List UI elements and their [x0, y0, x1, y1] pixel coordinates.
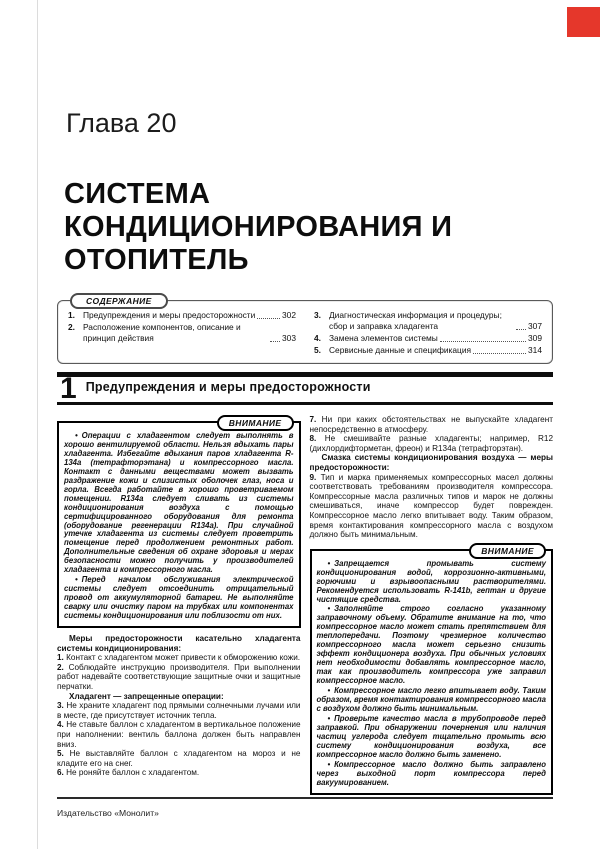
- right-column: [310, 415, 554, 797]
- warning-box: [310, 545, 554, 795]
- body-columns: [57, 415, 553, 797]
- warning-box: [57, 418, 301, 628]
- lubrication-subheading: Смазка системы кондиционирования воздуха — меры предосторожности:: [309, 453, 553, 472]
- toc-item-number: 3.: [314, 310, 321, 320]
- toc-leader-dots: [270, 341, 280, 342]
- section-header: [57, 372, 553, 405]
- precautions-heading: Меры предосторожности касательно хладагента системы кондиционирования:: [57, 634, 301, 653]
- warning-paragraph: • Компрессорное масло должно быть заправлено через выходной порт компрессора перед вакуумированием.: [317, 761, 547, 788]
- toc-item: [68, 310, 296, 321]
- toc-item: [314, 310, 542, 332]
- toc-column-right: [314, 310, 542, 357]
- list-item: 4. Не ставьте баллон с хладагентом в вертикальное положение при наполнении: вентиль баллона должен быть направлен вниз.: [57, 720, 301, 749]
- list-item-number: 3.: [57, 701, 64, 711]
- list-item: 9. Тип и марка применяемых компрессорных масел должны соответствовать требованиям производителя компрессора. Компрессорные масла различных типов и марок не должны смешиваться, иначе компрессор будет поврежден. Компрессорное масло легко впитывает воду. Таким образом, время контактирования компрессорного масла с воздухом должно быть минимальным.: [309, 472, 553, 540]
- warning-paragraph: • Перед началом обслуживания электрической системы следует отсоединить отрицательный провод от аккумуляторной батареи. Не выполняйте сварку или очистку паром на трубках или компонентах системы кондиционирования или поблизости от них.: [64, 576, 294, 621]
- toc-item-page: 314: [528, 345, 542, 356]
- list-item: 5. Не выставляйте баллон с хладагентом на мороз и не кладите его на снег.: [57, 749, 301, 768]
- list-item-number: 9.: [309, 472, 317, 482]
- warning-tag: ВНИМАНИЕ: [217, 415, 294, 431]
- warning-tag: ВНИМАНИЕ: [469, 543, 546, 559]
- toc-item: [314, 333, 542, 344]
- warning-paragraph: • Проверьте качество масла в трубопроводе перед заправкой. При обнаружении почернения или наличия частиц углерода следует тщательно промыть всю систему кондиционирования воздуха, все компрессорное масло должно быть заменено.: [317, 715, 547, 760]
- chapter-label: Глава 20: [66, 108, 177, 138]
- toc-item-page: 303: [282, 333, 296, 344]
- toc-column-left: [68, 310, 296, 357]
- toc-item-number: 5.: [314, 345, 321, 356]
- page-spine-shadow: [37, 0, 38, 849]
- chapter-edge-tab: [567, 7, 600, 37]
- toc-item-page: 307: [528, 321, 542, 332]
- list-item-number: 6.: [57, 768, 64, 778]
- list-item: 1. Контакт с хладагентом может привести к обморожению кожи.: [57, 653, 301, 663]
- warning-paragraph: • Заполняйте строго согласно указанному заправочному объему. Обратите внимание на то, что компрессорное масло может стать препятствием для теплопередачи. Поэтому чрезмерное количество компрессорного масла может серьезно снизить эффект кондиционера воздуха. При обычных условиях нет необходимости добавлять компрессорное масло, так как производитель компрессора уже заправил компрессорное масло.: [317, 605, 547, 686]
- toc-item-number: 4.: [314, 333, 321, 344]
- list-item-number: 2.: [57, 662, 64, 672]
- toc-item-number: 1.: [68, 310, 75, 320]
- list-item: 8. Не смешивайте разные хладагенты; например, R12 (дихлордифторметан, фреон) и R134a (тетрафторэтан).: [309, 434, 553, 453]
- toc-item-number: 2.: [68, 322, 75, 333]
- toc-item-page: 309: [528, 333, 542, 344]
- list-item: 2. Соблюдайте инструкцию производителя. При выполнении работ надевайте соответствующие защитные очки и защитные перчатки.: [57, 662, 301, 691]
- list-item-number: 4.: [57, 720, 64, 730]
- toc-item: [68, 322, 296, 344]
- toc-item-label: Сервисные данные и спецификация: [329, 345, 472, 356]
- section-number: 1: [60, 371, 77, 405]
- warning-paragraph: • Операции с хладагентом следует выполнять в хорошо вентилируемой области. Нельзя вдыхать пары хладагента. Избегайте вдыхания паров хладагента R-134a (тетрафторэтана) и компрессорного масла. Контакт с данными веществами может вызвать раздражение кожи и слизистых оболочек глаз, носа и горла. Всегда работайте в хорошо проветриваемом помещении. R134a следует сливать из системы кондиционирования воздуха с помощью сертифицированного оборудования для ремонта (оборудование регенерации R134a). При случайной утечке хладагента из системы следует проветрить помещение перед продолжением ремонтных работ. Дополнительные сведения об охране здоровья и мерах безопасности можно получить у производителей хладагента и компрессорного масла.: [64, 432, 294, 575]
- page-title: СИСТЕМА КОНДИЦИОНИРОВАНИЯ И ОТОПИТЕЛЬ: [64, 178, 453, 277]
- list-item-number: 8.: [309, 434, 317, 444]
- toc-item-label: Замена элементов системы: [329, 333, 438, 344]
- list-item: 6. Не роняйте баллон с хладагентом.: [57, 768, 200, 778]
- toc-tag: СОДЕРЖАНИЕ: [70, 293, 168, 309]
- toc-item-label: Диагностическая информация и процедуры; сбор и заправка хладагента: [329, 310, 502, 332]
- list-item-number: 7.: [309, 415, 317, 424]
- section-title: Предупреждения и меры предосторожности: [85, 379, 371, 394]
- list-item: 7. Ни при каких обстоятельствах не выпускайте хладагент непосредственно в атмосферу.: [309, 415, 553, 434]
- toc-leader-dots: [257, 318, 280, 319]
- list-item-number: 5.: [57, 749, 64, 759]
- toc-item-label: Предупреждения и меры предосторожности: [83, 310, 256, 320]
- toc-item-label: Расположение компонентов, описание и принцип действия: [83, 322, 241, 344]
- table-of-contents: [57, 296, 553, 364]
- forbidden-ops-subheading: Хладагент — запрещенные операции:: [69, 691, 224, 701]
- warning-paragraph: • Компрессорное масло легко впитывает воду. Таким образом, время контактирования компрессорного масла с воздухом должно быть минимальным.: [317, 687, 547, 714]
- list-item-number: 1.: [57, 653, 64, 663]
- warning-paragraph: • Запрещается промывать систему кондиционирования водой, коррозионно-активными, горючими и взрывоопасными растворителями. Рекомендуется использовать R-141b, гептан и другие чистящие средства.: [317, 560, 547, 605]
- publisher-label: Издательство «Монолит»: [57, 808, 159, 818]
- toc-leader-dots: [473, 353, 526, 354]
- page-footer: [57, 797, 553, 821]
- toc-leader-dots: [516, 329, 526, 330]
- list-item: 3. Не храните хладагент под прямыми солнечными лучами или в месте, где присутствует источник тепла.: [57, 701, 301, 720]
- left-column: [57, 415, 301, 797]
- toc-item-page: 302: [282, 310, 296, 320]
- toc-leader-dots: [440, 341, 526, 342]
- toc-item: [314, 345, 542, 356]
